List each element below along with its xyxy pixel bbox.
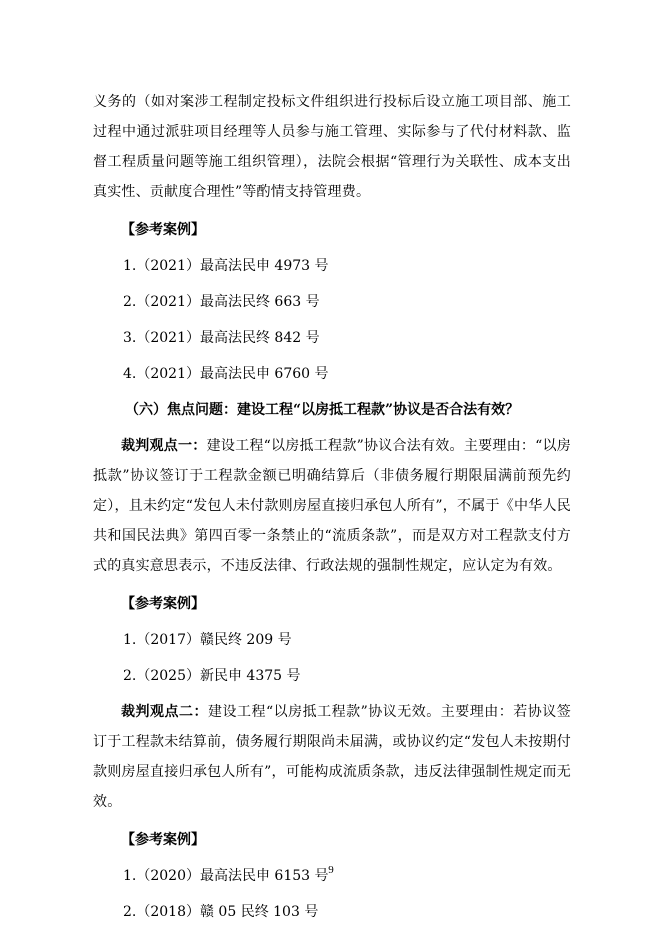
case-item: 4.（2021）最高法民申 6760 号 [123, 366, 329, 382]
case-item: 3.（2021）最高法民终 842 号 [123, 330, 320, 346]
page-body [93, 87, 571, 927]
judgment-view-2-lead: 裁判观点二： [121, 704, 208, 720]
judgment-view-1-text: 建设工程“以房抵工程款”协议合法有效。主要理由：“以房抵款”协议签订于工程款金额已明确结算后（非债务履行期限届满前预先约定），且未约定“发包人未付款则房屋直接归承包人所有”，不属于《中华人民共和国民法典》第四百零一条禁止的“流质条款”，而是双方对工程款支付方式的真实意思表示，不违反法律、行政法规的强制性规定，应认定为有效。 [93, 438, 571, 574]
case-item: 1.（2017）赣民终 209 号 [123, 632, 292, 648]
focus-issue-heading: （六）焦点问题：建设工程“以房抵工程款”协议是否合法有效？ [125, 402, 520, 418]
judgment-view-1-lead: 裁判观点一： [121, 438, 207, 454]
case-item: 1.（2021）最高法民申 4973 号 [123, 258, 329, 274]
case-item: 2.（2025）新民申 4375 号 [123, 668, 301, 684]
reference-cases-label-1: 【参考案例】 [121, 222, 205, 238]
case-item: 2.（2021）最高法民终 663 号 [123, 294, 320, 310]
case-item: 1.（2020）最高法民申 6153 号 [123, 868, 329, 884]
judgment-view-2-text: 建设工程“以房抵工程款”协议无效。主要理由：若协议签订于工程款未结算前，债务履行期限尚未届满，或协议约定“发包人未按期付款则房屋直接归承包人所有”，可能构成流质条款，违反法律强制性规定而无效。 [93, 704, 571, 810]
judgment-view-2 [93, 697, 571, 817]
judgment-view-1 [93, 431, 571, 581]
reference-cases-label-2: 【参考案例】 [121, 596, 205, 612]
case-item: 2.（2018）赣 05 民终 103 号 [123, 904, 319, 920]
intro-paragraph: 义务的（如对案涉工程制定投标文件组织进行投标后设立施工项目部、施工过程中通过派驻项目经理等人员参与施工管理、实际参与了代付材料款、监督工程质量问题等施工组织管理），法院会根据“管理行为关联性、成本支出真实性、贡献度合理性”等酌情支持管理费。 [93, 94, 571, 200]
page-number: 9 [328, 864, 334, 876]
reference-cases-label-3: 【参考案例】 [121, 832, 205, 848]
